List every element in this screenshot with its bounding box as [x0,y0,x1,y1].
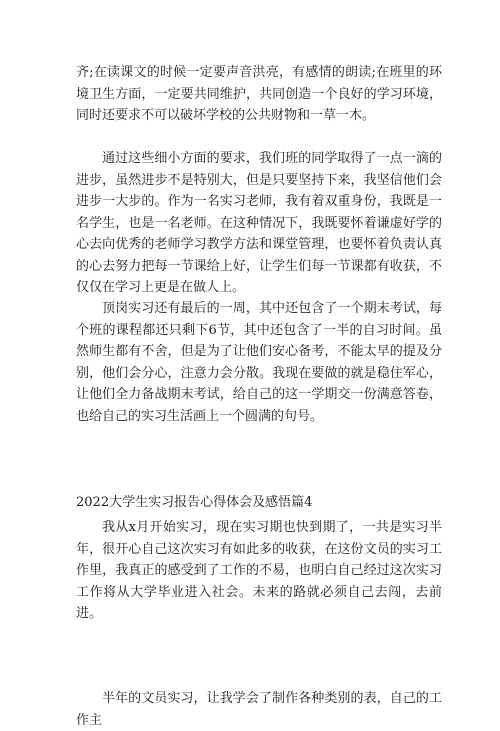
paragraph-5: 半年的文员实习，让我学会了制作各种类别的表，自己的工作主 [76,691,442,728]
paragraph-3: 顶岗实习还有最后的一周，其中还包含了一个期末考试，每个班的课程都还只剩下6节，其中还包含了一半的自习时间。虽然师生都有不舍，但是为了让他们安心备考，不能太早的提及分别，他们会分心，注意力会分散。我现在要做的就是稳住军心，让他们全力备战期末考试，给自己的这一学期交一份满意答卷，也给自己的实习生活画上一个圆满的句号。 [76,301,442,424]
paragraph-2: 通过这些细小方面的要求，我们班的同学取得了一点一滴的进步，虽然进步不是特别大，但是只要坚持下来，我坚信他们会进步一大步的。作为一名实习老师，我有着双重身份，我既是一名学生，也是一名老师。在这种情况下，我既要怀着谦虚好学的心去向优秀的老师学习教学方法和课堂管理，也要怀着负责认真的心去努力把每一节课给上好，让学生们每一节课都有收获，不仅仅在学习上更是在做人上。 [76,151,442,295]
paragraph-4: 我从x月开始实习，现在实习期也快到期了，一共是实习半年，很开心自己这次实习有如此多的收获，在这份文员的实习工作里，我真正的感受到了工作的不易，也明白自己经过这次实习工作将从大学毕业进入社会。未来的路就必须自己去闯，去前进。 [76,520,442,621]
section-heading: 2022大学生实习报告心得体会及感悟篇4 [76,495,313,510]
paragraph-1: 齐;在读课文的时候一定要声音洪亮，有感情的朗读;在班里的环境卫生方面，一定要共同维护，共同创造一个良好的学习环境，同时还要求不可以破坏学校的公共财物和一草一木。 [76,65,442,123]
